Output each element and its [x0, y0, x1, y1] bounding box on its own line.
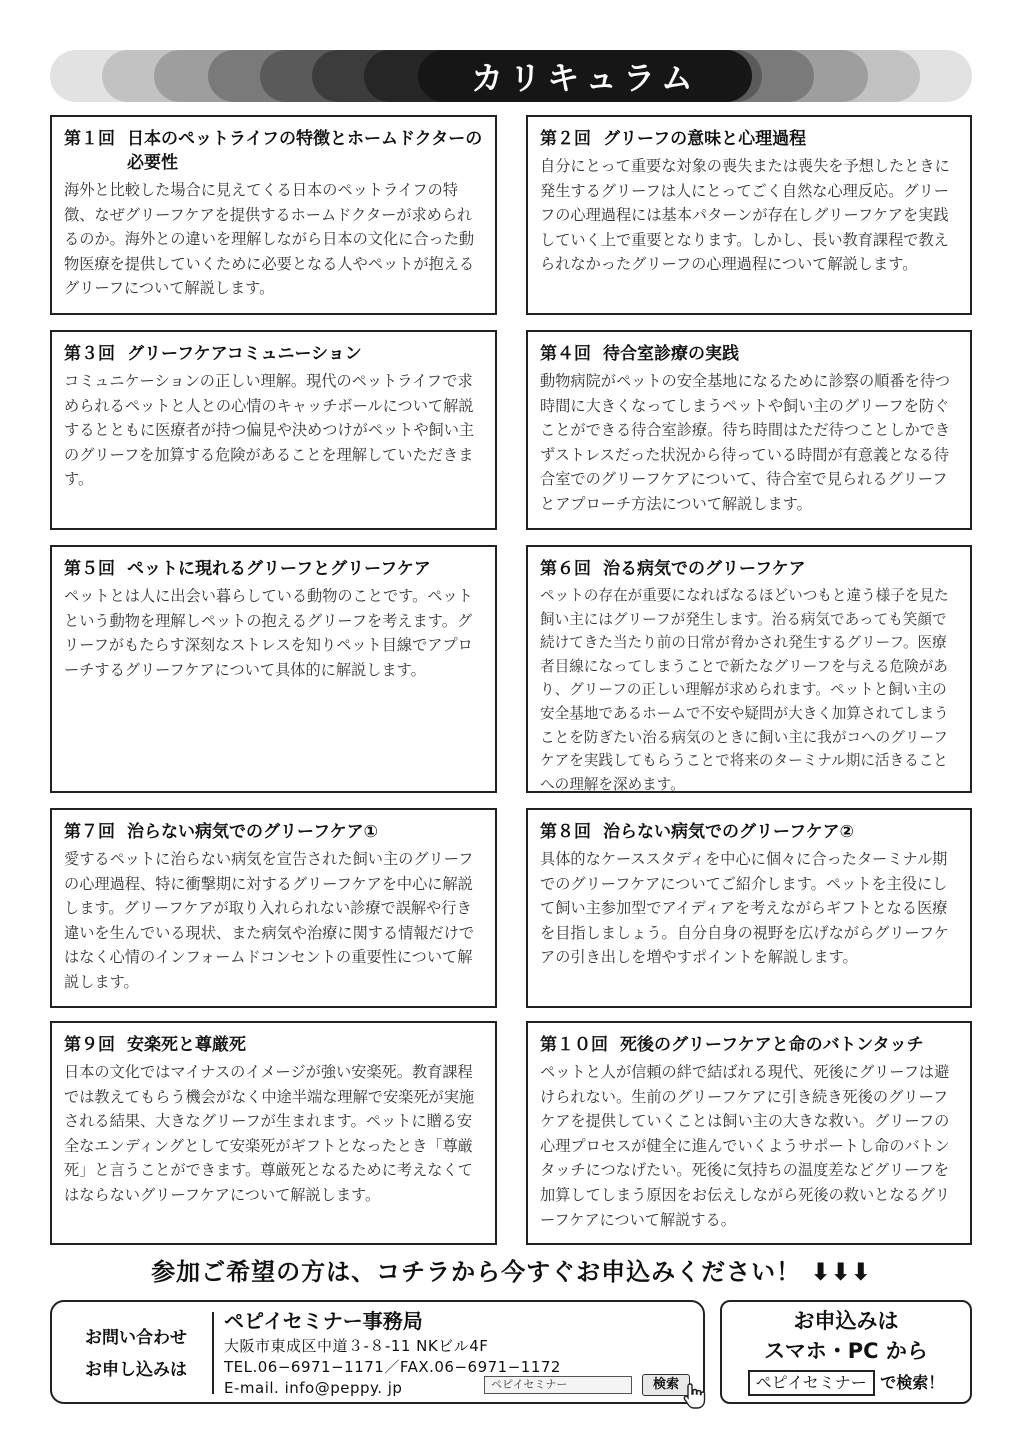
- call-to-action: [50, 1252, 972, 1294]
- lesson-card-4: [526, 330, 972, 530]
- lesson-card-7: [50, 808, 497, 1008]
- lesson-number: 第３回: [64, 344, 115, 364]
- lesson-description: ペットと人が信頼の絆で結ばれる現代、死後にグリーフは避けられない。生前のグリーフケアに引き続き死後のグリーフケアを提供していくことは飼い主の大きな救い。グリーフの心理プロセスが健全に進んでいくようサポートし命のバトンタッチにつなげたい。死後に気持ちの温度差などグリーフを加算してしまう原因をお伝えしながら死後の救いとなるグリーフケアについて解説する。: [540, 1063, 951, 1229]
- lesson-title: ペットに現れるグリーフとグリーフケア: [127, 559, 431, 579]
- address: 大阪市東成区中道３-８-11 NKビル4F: [224, 1337, 489, 1355]
- apply-box: [720, 1300, 972, 1404]
- lesson-title: 治らない病気でのグリーフケア①: [127, 822, 379, 842]
- office-name: ペピイセミナー事務局: [224, 1309, 423, 1333]
- lesson-number: 第１回: [64, 129, 115, 149]
- lesson-card-3: [50, 330, 497, 530]
- lesson-title: 治る病気でのグリーフケア: [603, 559, 806, 579]
- search-keyword: ペピイセミナー: [748, 1370, 875, 1396]
- cta-text: 参加ご希望の方は、コチラから今すぐお申込みください！: [151, 1258, 802, 1286]
- lesson-number: 第５回: [64, 559, 115, 579]
- lesson-description: ペットの存在が重要になればなるほどいつもと違う様子を見た飼い主にはグリーフが発生します。治る病気であっても笑顔で続けてきた当たり前の日常が脅かされ発生するグリーフ。医療者目線になってしまうことで新たなグリーフを与える危険があり、グリーフの正しい理解が求められます。ペットと飼い主の安全基地であるホームで不安や疑問が大きく加算されてしまうことを防ぎたい治る病気のときに飼い主に我がコへのグリーフケアを実践してもらうことで将来のターミナル期に活きることへの理解を深めます。: [540, 587, 949, 793]
- apply-search-hint: [722, 1370, 970, 1396]
- lesson-title: グリーフの意味と心理過程: [603, 129, 807, 149]
- lesson-description: 具体的なケーススタディを中心に個々に合ったターミナル期でのグリーフケアについてご紹介します。ペットを主役にして飼い主参加型でアイディアを考えながらギフトとなる医療を目指しましょう。自分自身の視野を広げながらグリーフケアの引き出しを増やすポイントを解説します。: [540, 850, 949, 967]
- lesson-card-6: [526, 545, 972, 793]
- contact-label-line: お申し込みは: [85, 1360, 187, 1380]
- down-arrows-icon: ⬇⬇⬇: [810, 1258, 871, 1286]
- contact-label: [66, 1322, 206, 1386]
- lesson-description: 日本の文化ではマイナスのイメージが強い安楽死。教育課程では教えてもらう機会がなく中途半端な理解で安楽死が実施される結果、大きなグリーフが生まれます。ペットに贈る安全なエンディングとして安楽死がギフトとなったとき「尊厳死」と言うことができます。尊厳死となるために考えなくてはならないグリーフケアについて解説します。: [64, 1063, 475, 1204]
- lesson-card-5: [50, 545, 497, 793]
- lesson-description: 自分にとって重要な対象の喪失または喪失を予想したときに発生するグリーフは人にとってごく自然な心理反応。グリーフの心理過程には基本パターンが存在しグリーフケアを実践していく上で重要となります。しかし、長い教育課程で教えられなかったグリーフの心理過程について解説します。: [540, 157, 950, 274]
- lesson-title: 安楽死と尊厳死: [127, 1035, 246, 1055]
- lesson-card-10: [526, 1021, 972, 1245]
- lesson-title: 待合室診療の実践: [603, 344, 739, 364]
- page-title: カリキュラム: [418, 50, 752, 102]
- apply-subheading: スマホ・PC から: [764, 1339, 928, 1363]
- lesson-title: 死後のグリーフケアと命のバトンタッチ: [620, 1035, 924, 1055]
- contact-label-line: お問い合わせ: [85, 1328, 187, 1348]
- lesson-card-2: [526, 115, 972, 315]
- lesson-description: 動物病院がペットの安全基地になるために診察の順番を待つ時間に大きくなってしまうペットや飼い主のグリーフを防ぐことができる待合室診療。待ち時間はただ待つことしかできずストレスだった状況から待っている時間が有意義となる待合室でのグリーフケアについて、待合室で見られるグリーフとアプローチ方法について解説します。: [540, 372, 951, 513]
- lesson-card-9: [50, 1021, 497, 1245]
- contact-box: [50, 1300, 705, 1404]
- header-banner: [50, 50, 972, 102]
- lesson-number: 第４回: [540, 344, 591, 364]
- search-button[interactable]: 検索: [642, 1374, 690, 1396]
- lesson-description: ペットとは人に出会い暮らしている動物のことです。ペットという動物を理解しペットの抱えるグリーフを考えます。グリーフがもたらす深刻なストレスを知りペット目線でアプローチするグリーフケアについて具体的に解説します。: [64, 587, 473, 679]
- search-suffix: で検索！: [880, 1373, 945, 1392]
- hand-cursor-icon: [682, 1382, 708, 1410]
- lesson-card-1: [50, 115, 497, 315]
- lesson-number: 第９回: [64, 1035, 115, 1055]
- lesson-title: グリーフケアコミュニーション: [127, 344, 362, 364]
- search-input[interactable]: ペピイセミナー: [484, 1376, 632, 1394]
- lesson-card-8: [526, 808, 972, 1008]
- lesson-title: 日本のペットライフの特徴とホームドクターの必要性: [127, 129, 483, 173]
- lesson-description: 海外と比較した場合に見えてくる日本のペットライフの特徴、なぜグリーフケアを提供するホームドクターが求められるのか。海外との違いを理解しながら日本の文化に合った動物医療を提供していくために必要となる人やペットが抱えるグリーフについて解説します。: [64, 181, 475, 298]
- tel-fax: TEL.06−6971−1171／FAX.06−6971−1172: [224, 1358, 561, 1376]
- lesson-number: 第１０回: [540, 1035, 608, 1055]
- divider: [212, 1312, 214, 1394]
- lesson-description: 愛するペットに治らない病気を宣告された飼い主のグリーフの心理過程、特に衝撃期に対するグリーフケアを中心に解説します。グリーフケアが取り入れられない診療で誤解や行き違いを生んでいる現状、また病気や治療に関する情報だけではなく心情のインフォームドコンセントの重要性について解説します。: [64, 850, 475, 991]
- email-link[interactable]: E-mail. info@peppy. jp: [224, 1379, 403, 1397]
- apply-heading: お申込みは: [793, 1309, 899, 1333]
- lesson-number: 第２回: [540, 129, 591, 149]
- lesson-number: 第８回: [540, 822, 591, 842]
- lesson-description: コミュニケーションの正しい理解。現代のペットライフで求められるペットと人との心情のキャッチボールについて解説するとともに医療者が持つ偏見や決めつけがペットや飼い主のグリーフを加算する危険があることを理解していただきます。: [64, 372, 475, 489]
- lesson-title: 治らない病気でのグリーフケア②: [603, 822, 855, 842]
- lesson-number: 第６回: [540, 559, 591, 579]
- lesson-number: 第７回: [64, 822, 115, 842]
